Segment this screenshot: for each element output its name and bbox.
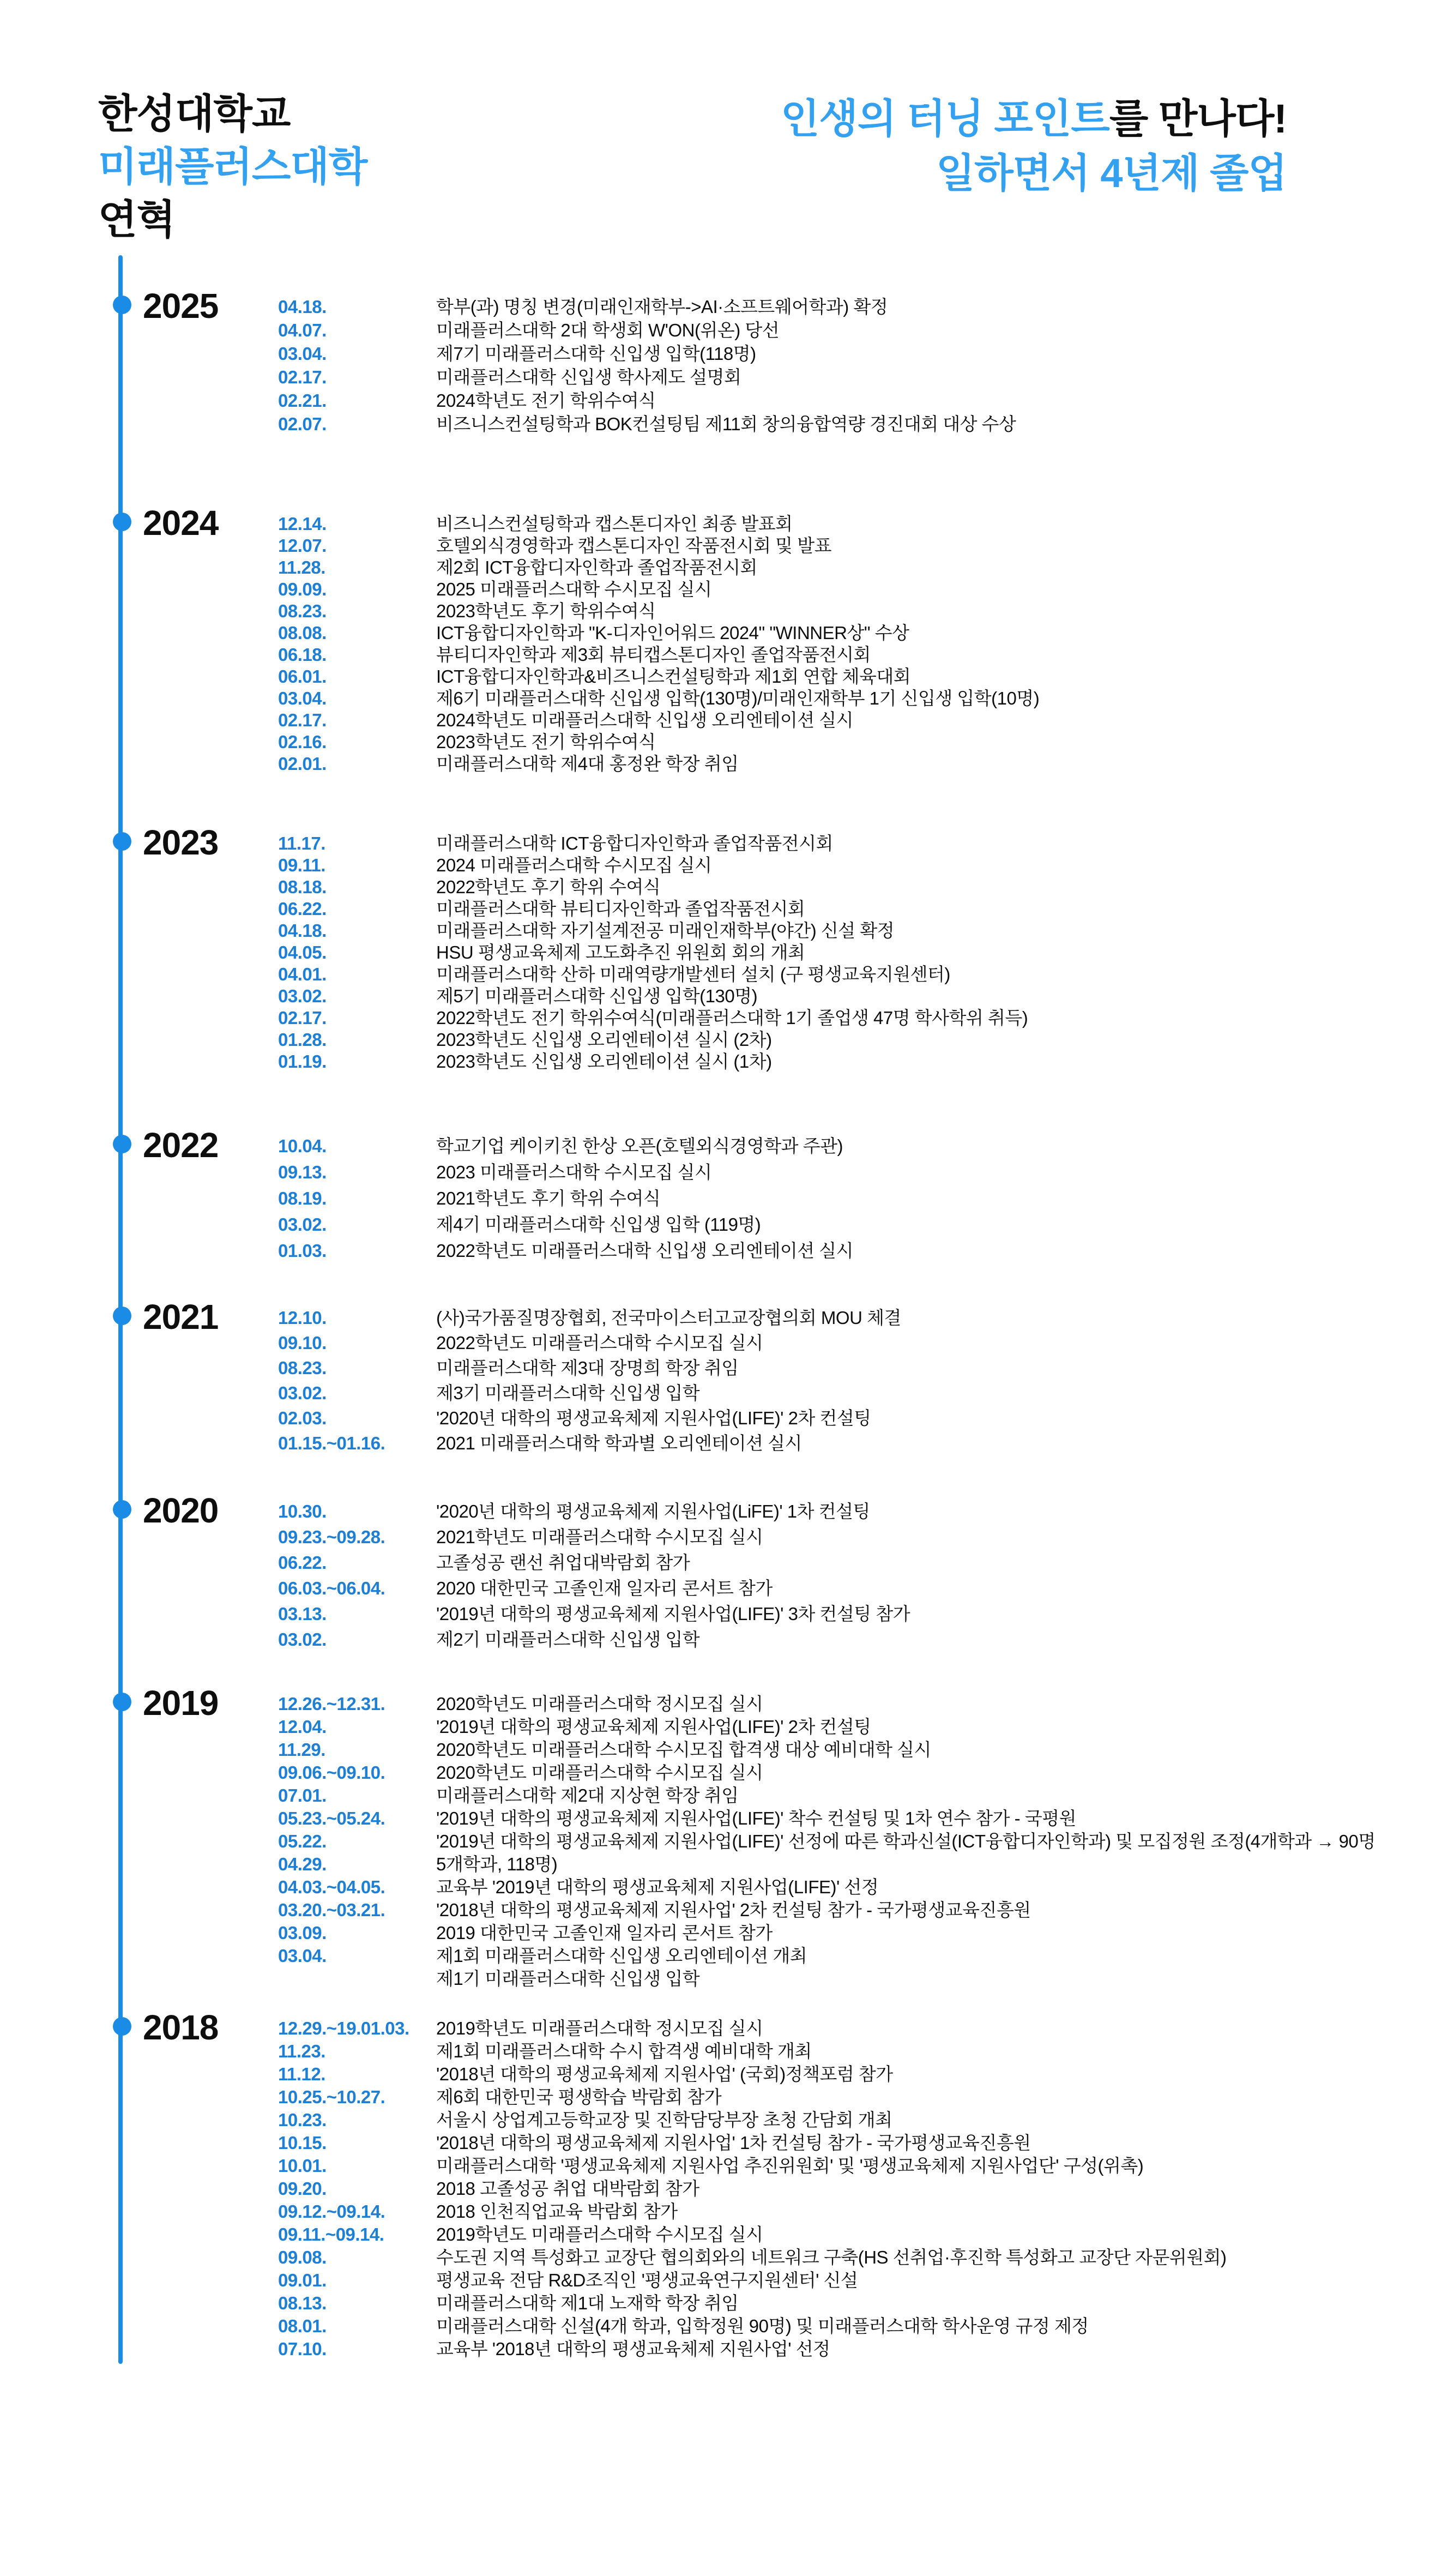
event-text: 2021 미래플러스대학 학과별 오리엔테이션 실시 bbox=[436, 1433, 802, 1453]
event-date: 04.18. bbox=[278, 297, 327, 317]
event-date: 05.22. bbox=[278, 1831, 327, 1851]
event-text: 뷰티디자인학과 제3회 뷰티캡스톤디자인 졸업작품전시회 bbox=[436, 645, 871, 665]
event-date: 03.04. bbox=[278, 344, 327, 364]
event-text: 수도권 지역 특성화고 교장단 협의회와의 네트워크 구축(HS 선취업·후진학 특성화고 교장단 자문위원회) bbox=[436, 2247, 1227, 2267]
event-text: 미래플러스대학 신입생 학사제도 설명회 bbox=[436, 367, 741, 387]
event-text: 제3기 미래플러스대학 신입생 입학 bbox=[436, 1383, 700, 1403]
event-text: 미래플러스대학 산하 미래역량개발센터 설치 (구 평생교육지원센터) bbox=[436, 964, 950, 984]
event-text: 제6기 미래플러스대학 신입생 입학(130명)/미래인재학부 1기 신입생 입학(10명) bbox=[436, 688, 1040, 708]
event-date: 06.18. bbox=[278, 645, 327, 665]
year-marker-2021 bbox=[113, 1307, 131, 1325]
event-text: 2020학년도 미래플러스대학 수시모집 합격생 대상 예비대학 실시 bbox=[436, 1740, 931, 1760]
event-date: 08.19. bbox=[278, 1188, 327, 1208]
year-label-2024: 2024 bbox=[143, 503, 219, 543]
event-text: 미래플러스대학 ICT융합디자인학과 졸업작품전시회 bbox=[436, 833, 833, 853]
event-date: 08.08. bbox=[278, 623, 327, 643]
event-text: 제7기 미래플러스대학 신입생 입학(118명) bbox=[436, 344, 756, 364]
college-name: 미래플러스대학 bbox=[98, 144, 367, 189]
event-text: '2019년 대학의 평생교육체제 지원사업(LIFE)' 착수 컨설팅 및 1차 연수 참가 - 국평원 bbox=[436, 1808, 1076, 1828]
event-date: 08.13. bbox=[278, 2293, 327, 2313]
event-date: 02.16. bbox=[278, 732, 327, 752]
event-text: 2019학년도 미래플러스대학 정시모집 실시 bbox=[436, 2018, 763, 2038]
event-date: 05.23.~05.24. bbox=[278, 1808, 385, 1828]
event-date: 02.17. bbox=[278, 710, 327, 730]
event-text: 2025 미래플러스대학 수시모집 실시 bbox=[436, 579, 712, 599]
event-date: 02.17. bbox=[278, 1008, 327, 1028]
event-text: 2024학년도 전기 학위수여식 bbox=[436, 390, 656, 411]
event-date: 04.01. bbox=[278, 964, 327, 984]
event-text: 미래플러스대학 제4대 홍정완 학장 취임 bbox=[436, 754, 739, 774]
event-text: '2019년 대학의 평생교육체제 지원사업(LIFE)' 3차 컨설팅 참가 bbox=[436, 1604, 910, 1624]
year-marker-2025 bbox=[113, 296, 131, 314]
event-text: 2022학년도 미래플러스대학 수시모집 실시 bbox=[436, 1333, 763, 1353]
university-name: 한성대학교 bbox=[98, 91, 291, 136]
year-marker-2024 bbox=[113, 513, 131, 531]
event-date: 03.20.~03.21. bbox=[278, 1900, 385, 1920]
event-date: 12.26.~12.31. bbox=[278, 1694, 385, 1714]
event-text: '2018년 대학의 평생교육체제 지원사업' 2차 컨설팅 참가 - 국가평생교육진흥원 bbox=[436, 1900, 1031, 1920]
event-text: 2023학년도 신입생 오리엔테이션 실시 (1차) bbox=[436, 1051, 772, 1072]
event-date: 09.13. bbox=[278, 1162, 327, 1182]
event-text: 2018 인천직업교육 박람회 참가 bbox=[436, 2201, 678, 2222]
event-text: 2023 미래플러스대학 수시모집 실시 bbox=[436, 1162, 712, 1182]
event-text: 미래플러스대학 뷰티디자인학과 졸업작품전시회 bbox=[436, 899, 805, 919]
event-text: 제2회 ICT융합디자인학과 졸업작품전시회 bbox=[436, 557, 757, 577]
event-text: 학부(과) 명칭 변경(미래인재학부->AI·소프트웨어학과) 확정 bbox=[436, 297, 888, 317]
event-date: 09.11.~09.14. bbox=[278, 2224, 384, 2244]
year-label-2018: 2018 bbox=[143, 2008, 219, 2047]
event-text: 제2기 미래플러스대학 신입생 입학 bbox=[436, 1629, 700, 1650]
year-label-2023: 2023 bbox=[143, 823, 219, 862]
history-label: 연혁 bbox=[98, 197, 175, 242]
event-text: ICT융합디자인학과&비즈니스컨설팅학과 제1회 연합 체육대회 bbox=[436, 666, 911, 687]
year-marker-2018 bbox=[113, 2017, 131, 2036]
event-date: 11.17. bbox=[278, 833, 325, 853]
event-date: 09.09. bbox=[278, 579, 327, 599]
event-date: 11.23. bbox=[278, 2041, 325, 2061]
event-date: 03.02. bbox=[278, 1383, 327, 1403]
event-text: 2018 고졸성공 취업 대박람회 참가 bbox=[436, 2178, 699, 2199]
event-text: 5개학과, 118명) bbox=[436, 1854, 558, 1874]
event-date: 07.01. bbox=[278, 1785, 327, 1805]
event-text: 2023학년도 신입생 오리엔테이션 실시 (2차) bbox=[436, 1030, 772, 1050]
event-date: 08.23. bbox=[278, 1358, 327, 1378]
event-date: 02.17. bbox=[278, 367, 327, 387]
event-date: 06.01. bbox=[278, 666, 327, 687]
event-date: 08.18. bbox=[278, 877, 327, 897]
event-text: ICT융합디자인학과 "K-디자인어워드 2024" "WINNER상" 수상 bbox=[436, 623, 909, 643]
slogan-rest: 를 만나다! bbox=[1109, 96, 1287, 141]
year-label-2021: 2021 bbox=[143, 1297, 219, 1337]
event-text: 학교기업 케이키친 한상 오픈(호텔외식경영학과 주관) bbox=[436, 1136, 843, 1156]
year-label-2025: 2025 bbox=[143, 286, 219, 326]
event-date: 06.22. bbox=[278, 1552, 327, 1573]
event-text: 2019학년도 미래플러스대학 수시모집 실시 bbox=[436, 2224, 763, 2244]
event-text: 제5기 미래플러스대학 신입생 입학(130명) bbox=[436, 986, 758, 1006]
event-date: 09.12.~09.14. bbox=[278, 2201, 385, 2222]
event-date: 12.29.~19.01.03. bbox=[278, 2018, 409, 2038]
event-date: 04.05. bbox=[278, 942, 327, 962]
event-date: 03.02. bbox=[278, 1214, 327, 1235]
event-text: '2020년 대학의 평생교육체제 지원사업(LiFE)' 1차 컨설팅 bbox=[436, 1501, 870, 1521]
year-label-2019: 2019 bbox=[143, 1683, 219, 1723]
event-date: 09.08. bbox=[278, 2247, 327, 2267]
event-text: 2023학년도 전기 학위수여식 bbox=[436, 732, 656, 752]
event-text: 2020학년도 미래플러스대학 수시모집 실시 bbox=[436, 1762, 763, 1783]
event-text: 2023학년도 후기 학위수여식 bbox=[436, 601, 656, 621]
event-text: 제1회 미래플러스대학 수시 합격생 예비대학 개최 bbox=[436, 2041, 812, 2061]
event-date: 10.23. bbox=[278, 2110, 327, 2130]
event-date: 03.09. bbox=[278, 1923, 327, 1943]
event-date: 04.07. bbox=[278, 320, 327, 340]
event-text: 2021학년도 후기 학위 수여식 bbox=[436, 1188, 661, 1208]
event-text: 비즈니스컨설팅학과 BOK컨설팅팀 제11회 창의융합역량 경진대회 대상 수상 bbox=[436, 414, 1016, 434]
event-text: 미래플러스대학 신설(4개 학과, 입학정원 90명) 및 미래플러스대학 학사운영 규정 제정 bbox=[436, 2316, 1089, 2336]
event-text: 제6회 대한민국 평생학습 박람회 참가 bbox=[436, 2087, 722, 2107]
event-date: 06.03.~06.04. bbox=[278, 1578, 385, 1598]
event-date: 10.04. bbox=[278, 1136, 327, 1156]
event-date: 08.01. bbox=[278, 2316, 327, 2336]
event-text: 비즈니스컨설팅학과 캡스톤디자인 최종 발표회 bbox=[436, 514, 793, 534]
event-date: 07.10. bbox=[278, 2339, 327, 2359]
event-date: 11.29. bbox=[278, 1740, 325, 1760]
year-label-2022: 2022 bbox=[143, 1126, 219, 1165]
event-text: 2022학년도 미래플러스대학 신입생 오리엔테이션 실시 bbox=[436, 1241, 854, 1261]
slogan-highlight: 인생의 터닝 포인트 bbox=[780, 96, 1109, 141]
event-date: 01.28. bbox=[278, 1030, 327, 1050]
event-date: 03.04. bbox=[278, 688, 327, 708]
event-date: 09.06.~09.10. bbox=[278, 1762, 385, 1783]
event-date: 03.02. bbox=[278, 986, 327, 1006]
event-date: 01.03. bbox=[278, 1241, 327, 1261]
event-date: 04.29. bbox=[278, 1854, 327, 1874]
event-date: 12.10. bbox=[278, 1308, 327, 1328]
event-date: 09.10. bbox=[278, 1333, 327, 1353]
event-text: (사)국가품질명장협회, 전국마이스터고교장협의회 MOU 체결 bbox=[436, 1308, 901, 1328]
event-date: 03.02. bbox=[278, 1629, 327, 1650]
year-marker-2019 bbox=[113, 1693, 131, 1711]
event-text: 미래플러스대학 2대 학생회 W'ON(위온) 당선 bbox=[436, 320, 780, 340]
event-date: 10.25.~10.27. bbox=[278, 2087, 385, 2107]
event-date: 09.11. bbox=[278, 855, 325, 875]
event-text: 2022학년도 후기 학위 수여식 bbox=[436, 877, 661, 897]
event-text: 제4기 미래플러스대학 신입생 입학 (119명) bbox=[436, 1214, 761, 1235]
event-text: 평생교육 전담 R&D조직인 '평생교육연구지원센터' 신설 bbox=[436, 2270, 858, 2290]
slogan-line-1 bbox=[781, 92, 1287, 146]
event-text: 미래플러스대학 자기설계전공 미래인재학부(야간) 신설 확정 bbox=[436, 920, 895, 941]
page-title bbox=[98, 87, 367, 246]
event-text: 교육부 '2019년 대학의 평생교육체제 지원사업(LIFE)' 선정 bbox=[436, 1877, 879, 1897]
event-text: 2021학년도 미래플러스대학 수시모집 실시 bbox=[436, 1527, 763, 1547]
event-text: 2022학년도 전기 학위수여식(미래플러스대학 1기 졸업생 47명 학사학위 취득) bbox=[436, 1008, 1028, 1028]
event-text: 호텔외식경영학과 캡스톤디자인 작품전시회 및 발표 bbox=[436, 535, 831, 556]
event-text: '2019년 대학의 평생교육체제 지원사업(LIFE)' 2차 컨설팅 bbox=[436, 1717, 871, 1737]
event-date: 09.23.~09.28. bbox=[278, 1527, 385, 1547]
slogan bbox=[781, 92, 1287, 201]
event-date: 09.20. bbox=[278, 2178, 327, 2199]
event-text: HSU 평생교육체제 고도화추진 위원회 회의 개최 bbox=[436, 942, 805, 962]
year-marker-2020 bbox=[113, 1500, 131, 1519]
year-marker-2023 bbox=[113, 832, 131, 851]
event-text: 미래플러스대학 제2대 지상현 학장 취임 bbox=[436, 1785, 739, 1805]
event-date: 08.23. bbox=[278, 601, 327, 621]
event-text: 2020학년도 미래플러스대학 정시모집 실시 bbox=[436, 1694, 763, 1714]
event-date: 11.12. bbox=[278, 2064, 325, 2084]
event-text: 미래플러스대학 제3대 장명희 학장 취임 bbox=[436, 1358, 739, 1378]
slogan-line-2: 일하면서 4년제 졸업 bbox=[936, 151, 1287, 196]
event-date: 09.01. bbox=[278, 2270, 327, 2290]
event-date: 10.15. bbox=[278, 2133, 327, 2153]
event-date: 02.01. bbox=[278, 754, 327, 774]
event-date: 12.04. bbox=[278, 1717, 327, 1737]
event-date: 03.04. bbox=[278, 1946, 327, 1966]
event-text: '2018년 대학의 평생교육체제 지원사업' (국회)정책포럼 참가 bbox=[436, 2064, 893, 2084]
event-text: '2020년 대학의 평생교육체제 지원사업(LIFE)' 2차 컨설팅 bbox=[436, 1408, 871, 1428]
event-date: 04.18. bbox=[278, 920, 327, 941]
event-text: 제1회 미래플러스대학 신입생 오리엔테이션 개최 bbox=[436, 1946, 807, 1966]
year-label-2020: 2020 bbox=[143, 1491, 219, 1530]
event-text: 미래플러스대학 제1대 노재학 학장 취임 bbox=[436, 2293, 739, 2313]
event-text: 미래플러스대학 '평생교육체제 지원사업 추진위원회' 및 '평생교육체제 지원사업단' 구성(위촉) bbox=[436, 2156, 1144, 2176]
event-text: 2024학년도 미래플러스대학 신입생 오리엔테이션 실시 bbox=[436, 710, 854, 730]
event-date: 10.01. bbox=[278, 2156, 327, 2176]
event-date: 12.07. bbox=[278, 535, 327, 556]
event-date: 02.21. bbox=[278, 390, 327, 411]
event-date: 02.03. bbox=[278, 1408, 327, 1428]
event-date: 01.15.~01.16. bbox=[278, 1433, 385, 1453]
event-date: 11.28. bbox=[278, 557, 325, 577]
event-date: 10.30. bbox=[278, 1501, 327, 1521]
event-date: 01.19. bbox=[278, 1051, 327, 1072]
event-text: 서울시 상업계고등학교장 및 진학담당부장 초청 간담회 개최 bbox=[436, 2110, 892, 2130]
event-date: 04.03.~04.05. bbox=[278, 1877, 385, 1897]
event-text: 2020 대한민국 고졸인재 일자리 콘서트 참가 bbox=[436, 1578, 773, 1598]
year-marker-2022 bbox=[113, 1135, 131, 1153]
event-text: 교육부 '2018년 대학의 평생교육체제 지원사업' 선정 bbox=[436, 2339, 830, 2359]
event-date: 06.22. bbox=[278, 899, 327, 919]
event-date: 02.07. bbox=[278, 414, 327, 434]
event-text: '2019년 대학의 평생교육체제 지원사업(LIFE)' 선정에 따른 학과신설(ICT융합디자인학과) 및 모집정원 조정(4개학과 → 90명 bbox=[436, 1831, 1375, 1851]
event-text: 고졸성공 랜선 취업대박람회 참가 bbox=[436, 1552, 690, 1573]
event-text: 2019 대한민국 고졸인재 일자리 콘서트 참가 bbox=[436, 1923, 773, 1943]
event-text: 2024 미래플러스대학 수시모집 실시 bbox=[436, 855, 712, 875]
event-text: '2018년 대학의 평생교육체제 지원사업' 1차 컨설팅 참가 - 국가평생교육진흥원 bbox=[436, 2133, 1031, 2153]
event-text: 제1기 미래플러스대학 신입생 입학 bbox=[436, 1969, 700, 1989]
event-date: 03.13. bbox=[278, 1604, 327, 1624]
event-date: 12.14. bbox=[278, 514, 327, 534]
